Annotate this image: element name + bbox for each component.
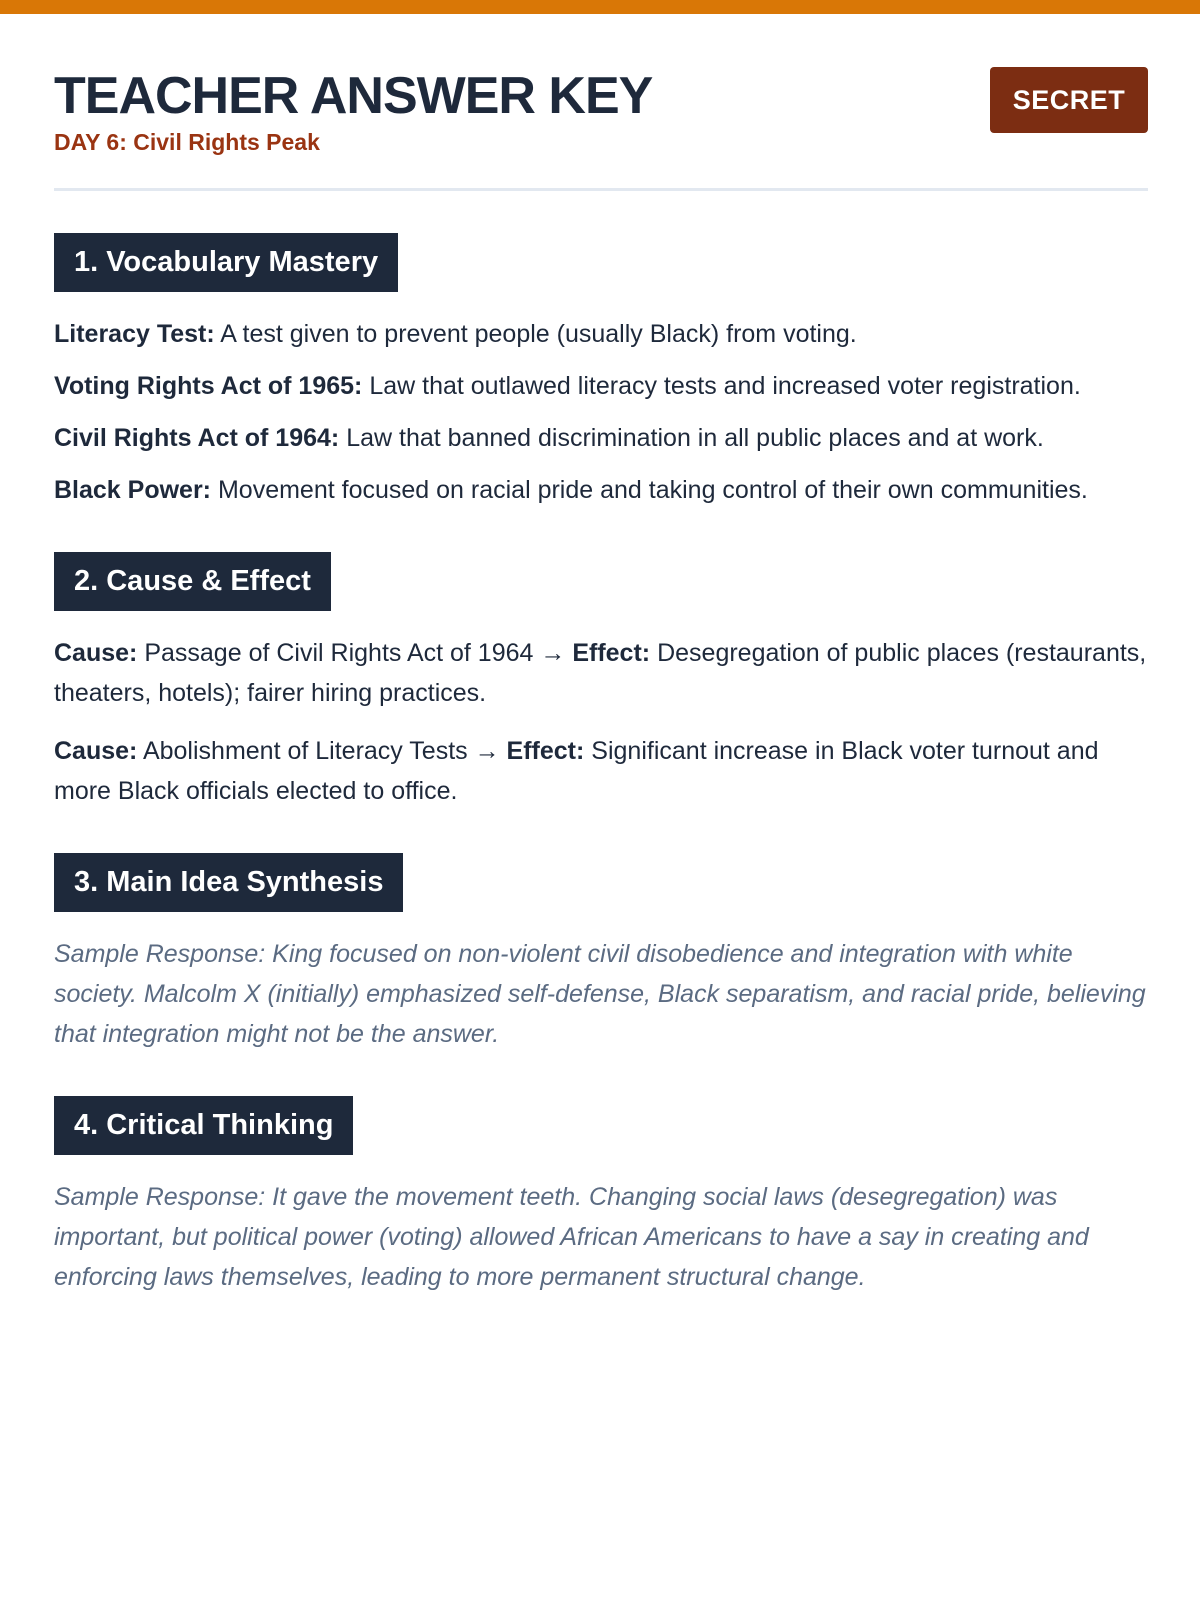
section-vocabulary <box>54 233 1148 510</box>
cause-text: Passage of Civil Rights Act of 1964 → <box>144 639 566 667</box>
vocab-item <box>54 418 1148 458</box>
accent-bar <box>0 0 1200 14</box>
cause-text: Abolishment of Literacy Tests → <box>142 737 500 765</box>
header <box>54 64 1148 191</box>
section-heading: 1. Vocabulary Mastery <box>54 233 398 292</box>
vocab-definition: Law that banned discrimination in all public places and at work. <box>346 424 1044 452</box>
vocab-term: Voting Rights Act of 1965: <box>54 372 363 400</box>
cause-label: Cause: <box>54 639 138 667</box>
secret-badge: SECRET <box>990 67 1148 133</box>
section-critical-thinking <box>54 1096 1148 1297</box>
section-heading: 2. Cause & Effect <box>54 552 331 611</box>
section-cause-effect <box>54 552 1148 811</box>
cause-effect-item <box>54 731 1148 811</box>
sample-response: Sample Response: King focused on non-violent civil disobedience and integration with white society. Malcolm X (initially) emphasized self-defense, Black separatism, and racial pride, believing that integration might not be the answer. <box>54 940 1146 1048</box>
vocab-definition: Movement focused on racial pride and taking control of their own communities. <box>217 476 1088 504</box>
cause-effect-item <box>54 633 1148 713</box>
effect-label: Effect: <box>572 639 651 667</box>
page-subtitle: DAY 6: Civil Rights Peak <box>54 129 320 155</box>
vocab-definition: Law that outlawed literacy tests and increased voter registration. <box>369 372 1081 400</box>
effect-label: Effect: <box>506 737 585 765</box>
effect-text: Significant increase in Black voter turnout and more Black officials elected to office. <box>54 737 1099 805</box>
vocab-term: Literacy Test: <box>54 320 215 348</box>
page-title: TEACHER ANSWER KEY <box>54 67 653 125</box>
section-heading: 3. Main Idea Synthesis <box>54 853 403 912</box>
section-heading: 4. Critical Thinking <box>54 1096 353 1155</box>
section-main-idea <box>54 853 1148 1054</box>
vocab-item <box>54 314 1148 354</box>
sample-response: Sample Response: It gave the movement teeth. Changing social laws (desegregation) was important, but political power (voting) allowed African Americans to have a say in creating and enforcing laws themselves, leading to more permanent structural change. <box>54 1183 1089 1291</box>
vocab-item <box>54 366 1148 406</box>
answer-key-page <box>54 64 1148 1297</box>
effect-text: Desegregation of public places (restaurants, theaters, hotels); fairer hiring practices. <box>54 639 1147 707</box>
vocab-term: Civil Rights Act of 1964: <box>54 424 340 452</box>
vocab-item <box>54 470 1148 510</box>
vocab-term: Black Power: <box>54 476 212 504</box>
cause-label: Cause: <box>54 737 138 765</box>
vocab-definition: A test given to prevent people (usually Black) from voting. <box>220 320 857 348</box>
